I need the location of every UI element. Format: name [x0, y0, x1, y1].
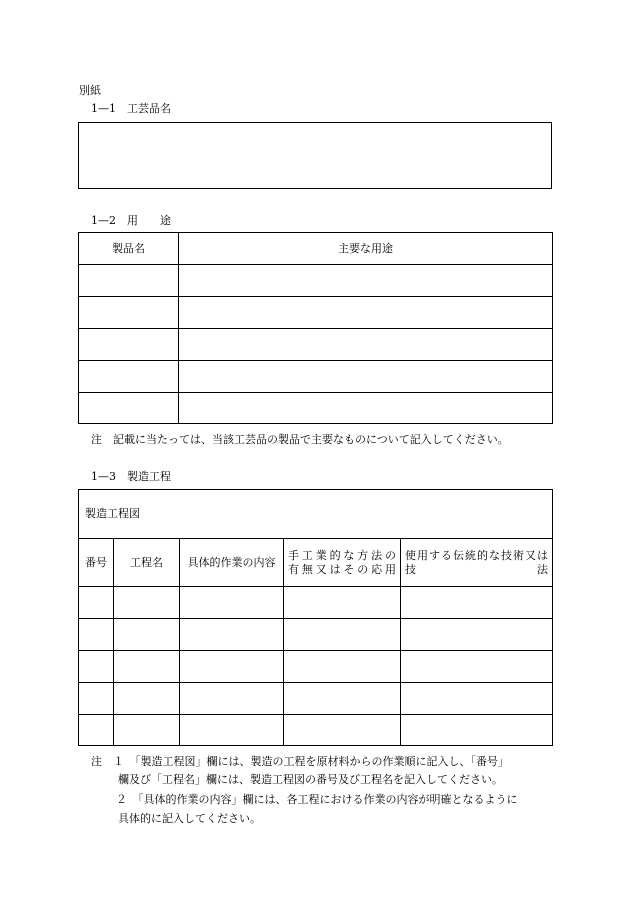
table-row: [79, 297, 553, 329]
process-note-2-line1: ２ 「具体的作業の内容」欄には、各工程における作業の内容が明確となるように: [116, 793, 518, 806]
product-cell[interactable]: [79, 265, 179, 297]
cell[interactable]: [401, 683, 553, 715]
cell[interactable]: [180, 651, 284, 683]
tech-header-line2: [405, 563, 548, 577]
table-row: [79, 361, 553, 393]
manual-header-line1: 手工業的な方法の: [288, 548, 396, 562]
section3-heading: 1—3 製造工程: [91, 470, 171, 483]
usage-table: [78, 232, 553, 424]
cell[interactable]: [180, 619, 284, 651]
column-header-traditional-tech: [401, 539, 553, 587]
table-row: [79, 587, 553, 619]
usage-cell[interactable]: [179, 329, 553, 361]
usage-cell[interactable]: [179, 393, 553, 424]
table-row: [79, 683, 553, 715]
cell[interactable]: [401, 715, 553, 746]
product-cell[interactable]: [79, 329, 179, 361]
usage-note: 注 記載に当たっては、当該工芸品の製品で主要なものについて記入してください。: [91, 433, 509, 446]
cell[interactable]: [401, 587, 553, 619]
cell[interactable]: [180, 587, 284, 619]
cell[interactable]: [114, 651, 180, 683]
tech-header-line1: 使用する伝統的な技術又は: [405, 548, 549, 562]
table-row: [79, 265, 553, 297]
cell[interactable]: [79, 715, 114, 746]
tech-header-line2-a: 技: [405, 562, 416, 576]
usage-cell[interactable]: [179, 265, 553, 297]
cell[interactable]: [180, 683, 284, 715]
column-header-usage: 主要な用途: [179, 233, 553, 265]
product-cell[interactable]: [79, 297, 179, 329]
tech-header-line2-b: 法: [537, 562, 549, 576]
process-diagram-cell[interactable]: [79, 490, 553, 539]
cell[interactable]: [79, 587, 114, 619]
table-row: [79, 329, 553, 361]
process-diagram-label: 製造工程図: [85, 507, 140, 520]
column-header-number: 番号: [79, 539, 114, 587]
process-note-1-line2: 欄及び「工程名」欄には、製造工程図の番号及び工程名を記入してください。: [118, 773, 503, 786]
section2-heading: 1—2 用 途: [91, 214, 171, 227]
cell[interactable]: [114, 715, 180, 746]
cell[interactable]: [401, 651, 553, 683]
usage-cell[interactable]: [179, 297, 553, 329]
process-note-2-line2: 具体的に記入してください。: [118, 812, 261, 825]
cell[interactable]: [284, 619, 401, 651]
product-cell[interactable]: [79, 361, 179, 393]
column-header-product: 製品名: [79, 233, 179, 265]
cell[interactable]: [79, 683, 114, 715]
cell[interactable]: [401, 619, 553, 651]
cell[interactable]: [284, 587, 401, 619]
craft-name-field[interactable]: [78, 122, 552, 189]
cell[interactable]: [284, 715, 401, 746]
usage-cell[interactable]: [179, 361, 553, 393]
cell[interactable]: [79, 619, 114, 651]
cell[interactable]: [114, 683, 180, 715]
table-row: [79, 619, 553, 651]
process-note-1-line1: 注 １ 「製造工程図」欄には、製造の工程を原材料からの作業順に記入し、「番号」: [91, 755, 509, 768]
product-cell[interactable]: [79, 393, 179, 424]
attachment-label: 別紙: [79, 84, 101, 97]
table-row: [79, 393, 553, 424]
cell[interactable]: [114, 587, 180, 619]
column-header-work-detail: 具体的作業の内容: [180, 539, 284, 587]
manual-header-line2: 有無又はその応用: [288, 562, 396, 576]
process-table: [78, 489, 553, 746]
table-row: [79, 715, 553, 746]
cell[interactable]: [114, 619, 180, 651]
cell[interactable]: [79, 651, 114, 683]
section1-heading: 1—1 工芸品名: [91, 102, 171, 115]
column-header-manual-method: [284, 539, 401, 587]
column-header-process-name: 工程名: [114, 539, 180, 587]
cell[interactable]: [284, 651, 401, 683]
cell[interactable]: [180, 715, 284, 746]
cell[interactable]: [284, 683, 401, 715]
table-row: [79, 651, 553, 683]
